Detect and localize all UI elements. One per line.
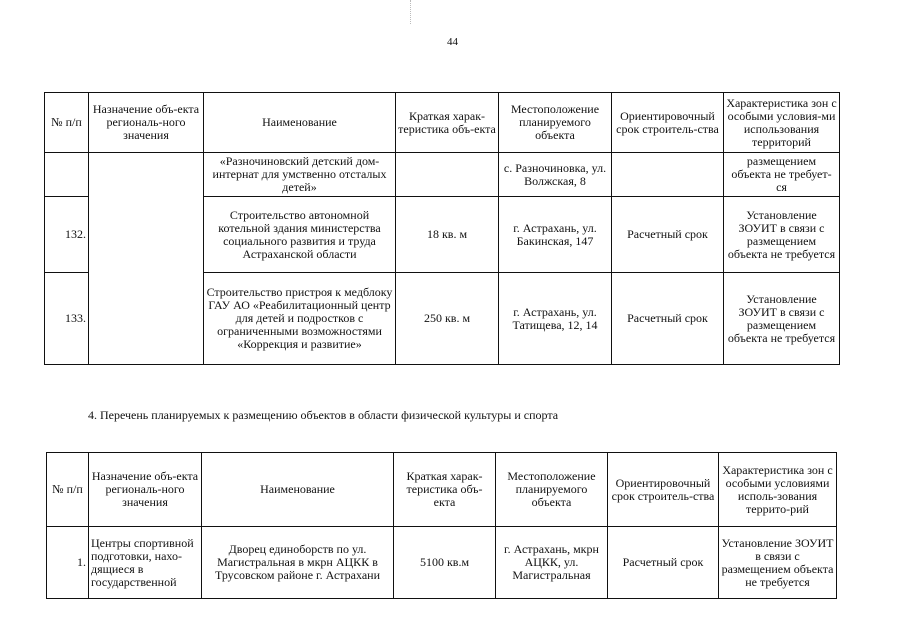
header-term: Ориентировочный срок строитель-ства <box>612 93 724 153</box>
row-zones: Установление ЗОУИТ в связи с размещением объекта не требуется <box>719 527 837 599</box>
header-location: Местоположение планируемого объекта <box>499 93 612 153</box>
table-header-row <box>47 453 837 527</box>
row-characteristic: 18 кв. м <box>396 197 499 273</box>
header-number: № п/п <box>47 453 89 527</box>
row-purpose <box>89 153 204 365</box>
row-zones: размещением объекта не требует-ся <box>724 153 840 197</box>
row-characteristic <box>396 153 499 197</box>
header-name: Наименование <box>202 453 394 527</box>
header-term: Ориентировочный срок строитель-ства <box>608 453 719 527</box>
header-zones: Характеристика зон с особыми условиями исполь-зования террито-рий <box>719 453 837 527</box>
header-number: № п/п <box>45 93 89 153</box>
row-name: Строительство автономной котельной здания министерства социального развития и труда Астраханской области <box>204 197 396 273</box>
row-number: 132. <box>45 197 89 273</box>
row-name: Дворец единоборств по ул. Магистральная в мкрн АЦКК в Трусовском районе г. Астрахани <box>202 527 394 599</box>
row-name: «Разночиновский детский дом-интернат для умственно отсталых детей» <box>204 153 396 197</box>
page-number: 44 <box>447 36 458 48</box>
header-name: Наименование <box>204 93 396 153</box>
scan-margin-mark <box>410 0 412 24</box>
row-zones: Установление ЗОУИТ в связи с размещением объекта не требуется <box>724 197 840 273</box>
row-term <box>612 153 724 197</box>
header-characteristic: Краткая харак-теристика объ-екта <box>394 453 496 527</box>
header-purpose: Назначение объ-екта региональ-ного значения <box>89 93 204 153</box>
row-location: г. Астрахань, мкрн АЦКК, ул. Магистральная <box>496 527 608 599</box>
header-zones: Характеристика зон с особыми условия-ми использования территорий <box>724 93 840 153</box>
section-heading: 4. Перечень планируемых к размещению объектов в области физической культуры и спорта <box>88 408 559 422</box>
header-characteristic: Краткая харак-теристика объ-екта <box>396 93 499 153</box>
row-location: г. Астрахань, ул. Бакинская, 147 <box>499 197 612 273</box>
table-row <box>45 153 840 197</box>
row-number: 1. <box>47 527 89 599</box>
row-number <box>45 153 89 197</box>
sports-objects-table <box>46 452 837 599</box>
objects-table-continued <box>44 92 840 365</box>
row-location: с. Разночиновка, ул. Волжская, 8 <box>499 153 612 197</box>
header-purpose: Назначение объ-екта региональ-ного значения <box>89 453 202 527</box>
row-term: Расчетный срок <box>608 527 719 599</box>
row-characteristic: 5100 кв.м <box>394 527 496 599</box>
row-name: Строительство пристроя к медблоку ГАУ АО «Реабилитационный центр для детей и подростков с ограниченными возможностями «Коррекция и развитие» <box>204 273 396 365</box>
header-location: Местоположение планируемого объекта <box>496 453 608 527</box>
table-row <box>47 527 837 599</box>
row-term: Расчетный срок <box>612 273 724 365</box>
table-header-row <box>45 93 840 153</box>
row-zones: Установление ЗОУИТ в связи с размещением объекта не требуется <box>724 273 840 365</box>
row-term: Расчетный срок <box>612 197 724 273</box>
row-characteristic: 250 кв. м <box>396 273 499 365</box>
row-location: г. Астрахань, ул. Татищева, 12, 14 <box>499 273 612 365</box>
row-number: 133. <box>45 273 89 365</box>
row-purpose: Центры спортивной подготовки, нахо-дящиеся в государственной <box>89 527 202 599</box>
